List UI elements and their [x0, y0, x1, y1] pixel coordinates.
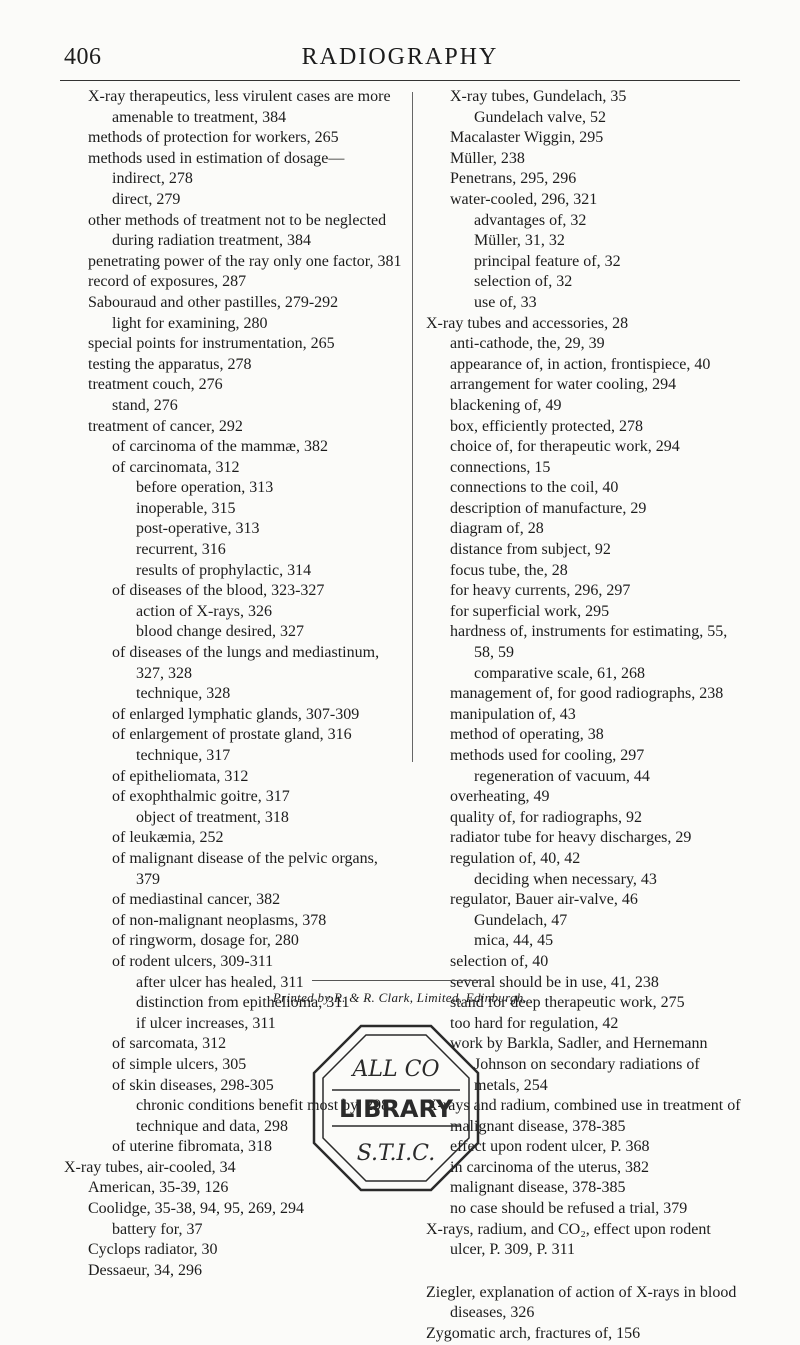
index-entry: regulator, Bauer air-valve, 46: [450, 891, 638, 909]
index-entry: X-ray tubes, Gundelach, 35: [450, 88, 627, 105]
index-entry: blood change desired, 327: [136, 623, 304, 641]
index-entry: blackening of, 49: [450, 396, 562, 414]
index-entry: inoperable, 315: [136, 499, 236, 517]
index-entry: X-rays, radium, and CO₂, effect upon rodent ulcer, P. 309, P. 311: [426, 1220, 711, 1259]
index-entry: anti-cathode, the, 29, 39: [450, 335, 605, 353]
index-entry: of diseases of the lungs and mediastinum, 327, 328: [112, 644, 380, 682]
index-entry: comparative scale, 61, 268: [474, 664, 646, 682]
index-entry: appearance of, in action, frontispiece, 40: [450, 355, 711, 373]
index-entry: in carcinoma of the uterus, 382: [450, 1158, 650, 1176]
index-entry: principal feature of, 32: [474, 252, 621, 270]
index-entry: of ringworm, dosage for, 280: [112, 932, 299, 950]
index-entry: methods used for cooling, 297: [450, 747, 645, 764]
index-entry: overheating, 49: [450, 788, 550, 806]
index-entry: regulation of, 40, 42: [450, 849, 581, 867]
index-entry: of rodent ulcers, 309-311: [112, 952, 274, 970]
index-entry: of uterine fibromata, 318: [112, 1138, 272, 1156]
index-entry: selection of, 32: [474, 273, 573, 291]
index-entry: penetrating power of the ray only one factor, 381: [88, 252, 402, 270]
index-entry: after ulcer has healed, 311: [136, 973, 304, 991]
index-entry: of carcinomata, 312: [112, 458, 240, 476]
index-entry: methods used in estimation of dosage—: [88, 149, 345, 167]
index-entry: too hard for regulation, 42: [450, 1014, 619, 1032]
index-entry: box, efficiently protected, 278: [450, 417, 643, 435]
index-entry: technique, 317: [136, 747, 231, 764]
index-entry: indirect, 278: [112, 170, 193, 188]
index-entry: X-rays and radium, combined use in treatment of malignant disease, 378-385: [426, 1097, 741, 1135]
index-entry: treatment couch, 276: [88, 376, 223, 394]
index-entry: methods of protection for workers, 265: [88, 129, 339, 147]
index-entry: Zygomatic arch, fractures of, 156: [426, 1325, 641, 1343]
index-entry: Cyclops radiator, 30: [88, 1241, 218, 1259]
index-entry: of epitheliomata, 312: [112, 767, 249, 785]
index-entry: hardness of, instruments for estimating, 55, 58, 59: [450, 623, 728, 662]
index-entry: mica, 44, 45: [474, 932, 554, 950]
index-entry: results of prophylactic, 314: [136, 561, 312, 579]
index-entry: post-operative, 313: [136, 520, 260, 538]
index-entry: stand, 276: [112, 396, 178, 414]
page-header: [64, 44, 736, 78]
index-entry: of mediastinal cancer, 382: [112, 891, 281, 909]
index-entry: diagram of, 28: [450, 520, 544, 538]
index-entry: of enlargement of prostate gland, 316: [112, 726, 352, 744]
index-entry: battery for, 37: [112, 1220, 203, 1238]
printer-imprint: [0, 990, 800, 1006]
index-entry: of simple ulcers, 305: [112, 1055, 247, 1073]
index-entry: focus tube, the, 28: [450, 561, 568, 579]
index-entry: distinction from epithelioma, 311: [136, 994, 350, 1012]
index-entry: stand for deep therapeutic work, 275: [450, 994, 685, 1012]
index-entry: of exophthalmic goitre, 317: [112, 788, 290, 806]
index-entry: no case should be refused a trial, 379: [450, 1200, 688, 1218]
index-entry: of non-malignant neoplasms, 378: [112, 911, 327, 929]
index-entry: of diseases of the blood, 323-327: [112, 582, 325, 600]
index-entry: manipulation of, 43: [450, 705, 576, 723]
index-entry: radiator tube for heavy discharges, 29: [450, 829, 692, 847]
index-entry: Dessaeur, 34, 296: [88, 1261, 202, 1279]
index-entry: advantages of, 32: [474, 211, 587, 229]
index-entry: technique and data, 298: [136, 1117, 288, 1135]
index-entry: X-ray tubes and accessories, 28: [426, 314, 629, 332]
column-divider: [412, 92, 413, 762]
index-entry: special points for instrumentation, 265: [88, 335, 335, 353]
index-entry: Macalaster Wiggin, 295: [450, 129, 604, 147]
stamp-middle-text: LIBRARY: [338, 1095, 454, 1123]
index-entry: recurrent, 316: [136, 541, 226, 559]
index-entry: management of, for good radiographs, 238: [450, 685, 724, 703]
index-entry: of carcinoma of the mammæ, 382: [112, 438, 328, 456]
stamp-bottom-text: S.T.I.C.: [356, 1141, 436, 1166]
index-entry: testing the apparatus, 278: [88, 355, 252, 373]
index-entry: choice of, for therapeutic work, 294: [450, 438, 680, 456]
index-entry: for heavy currents, 296, 297: [450, 582, 631, 600]
index-entry: record of exposures, 287: [88, 273, 247, 291]
index-entry: quality of, for radiographs, 92: [450, 808, 642, 826]
index-entry: Coolidge, 35-38, 94, 95, 269, 294: [88, 1200, 304, 1218]
index-entry: Ziegler, explanation of action of X-rays in blood diseases, 326: [426, 1283, 737, 1322]
index-entry: arrangement for water cooling, 294: [450, 376, 677, 394]
library-stamp-icon: [306, 1018, 486, 1198]
index-entry: of leukæmia, 252: [112, 829, 224, 847]
index-entry: method of operating, 38: [450, 726, 604, 744]
index-entry: object of treatment, 318: [136, 808, 289, 826]
index-entry: of sarcomata, 312: [112, 1035, 227, 1053]
header-rule: [60, 80, 740, 81]
index-entry: distance from subject, 92: [450, 541, 611, 559]
index-entry: for superficial work, 295: [450, 602, 610, 620]
index-entry: selection of, 40: [450, 952, 549, 970]
imprint-rule: [312, 980, 488, 981]
index-entry: Sabouraud and other pastilles, 279-292: [88, 293, 339, 311]
index-entry: use of, 33: [474, 293, 537, 311]
index-entry: Gundelach, 47: [474, 911, 568, 929]
index-entry: water-cooled, 296, 321: [450, 190, 598, 208]
index-entry: description of manufacture, 29: [450, 499, 647, 517]
index-entry: of skin diseases, 298-305: [112, 1076, 274, 1094]
index-entry: malignant disease, 378-385: [450, 1179, 626, 1197]
page-number: 406: [64, 44, 102, 70]
index-entry: American, 35-39, 126: [88, 1179, 229, 1197]
index-entry: other methods of treatment not to be neglected during radiation treatment, 384: [88, 211, 387, 250]
index-entry: deciding when necessary, 43: [474, 870, 657, 888]
index-entry: action of X-rays, 326: [136, 602, 272, 620]
index-entry: treatment of cancer, 292: [88, 417, 243, 435]
index-entry: before operation, 313: [136, 479, 274, 497]
index-entry: regeneration of vacuum, 44: [474, 767, 650, 785]
index-entry: X-ray tubes, air-cooled, 34: [64, 1158, 236, 1176]
stamp-top-text: ALL CO: [352, 1057, 440, 1082]
running-title: RADIOGRAPHY: [301, 44, 499, 70]
index-entry: connections to the coil, 40: [450, 479, 619, 497]
index-entry: effect upon rodent ulcer, P. 368: [450, 1138, 650, 1156]
index-entry: Penetrans, 295, 296: [450, 170, 577, 188]
index-entry: direct, 279: [112, 190, 181, 208]
index-entry: Müller, 238: [450, 149, 525, 167]
index-entry: work by Barkla, Sadler, and Hernemann Johnson on secondary radiations of metals, 254: [450, 1035, 708, 1094]
index-entry: technique, 328: [136, 685, 231, 703]
index-entry: connections, 15: [450, 458, 551, 476]
index-entry: of malignant disease of the pelvic organs, 379: [112, 849, 378, 888]
imprint-text: Printed by R. & R. Clark, Limited, Edinburgh.: [272, 990, 528, 1005]
index-entry: chronic conditions benefit most by, 298: [136, 1097, 390, 1115]
index-entry: Gundelach valve, 52: [474, 108, 606, 126]
index-entry: if ulcer increases, 311: [136, 1014, 276, 1032]
index-spacer: [426, 1261, 748, 1283]
index-entry: Müller, 31, 32: [474, 232, 565, 250]
index-entry: of enlarged lymphatic glands, 307-309: [112, 705, 360, 723]
index-entry: several should be in use, 41, 238: [450, 973, 659, 991]
index-entry: light for examining, 280: [112, 314, 268, 332]
index-entry: X-ray therapeutics, less virulent cases are more amenable to treatment, 384: [88, 88, 391, 126]
